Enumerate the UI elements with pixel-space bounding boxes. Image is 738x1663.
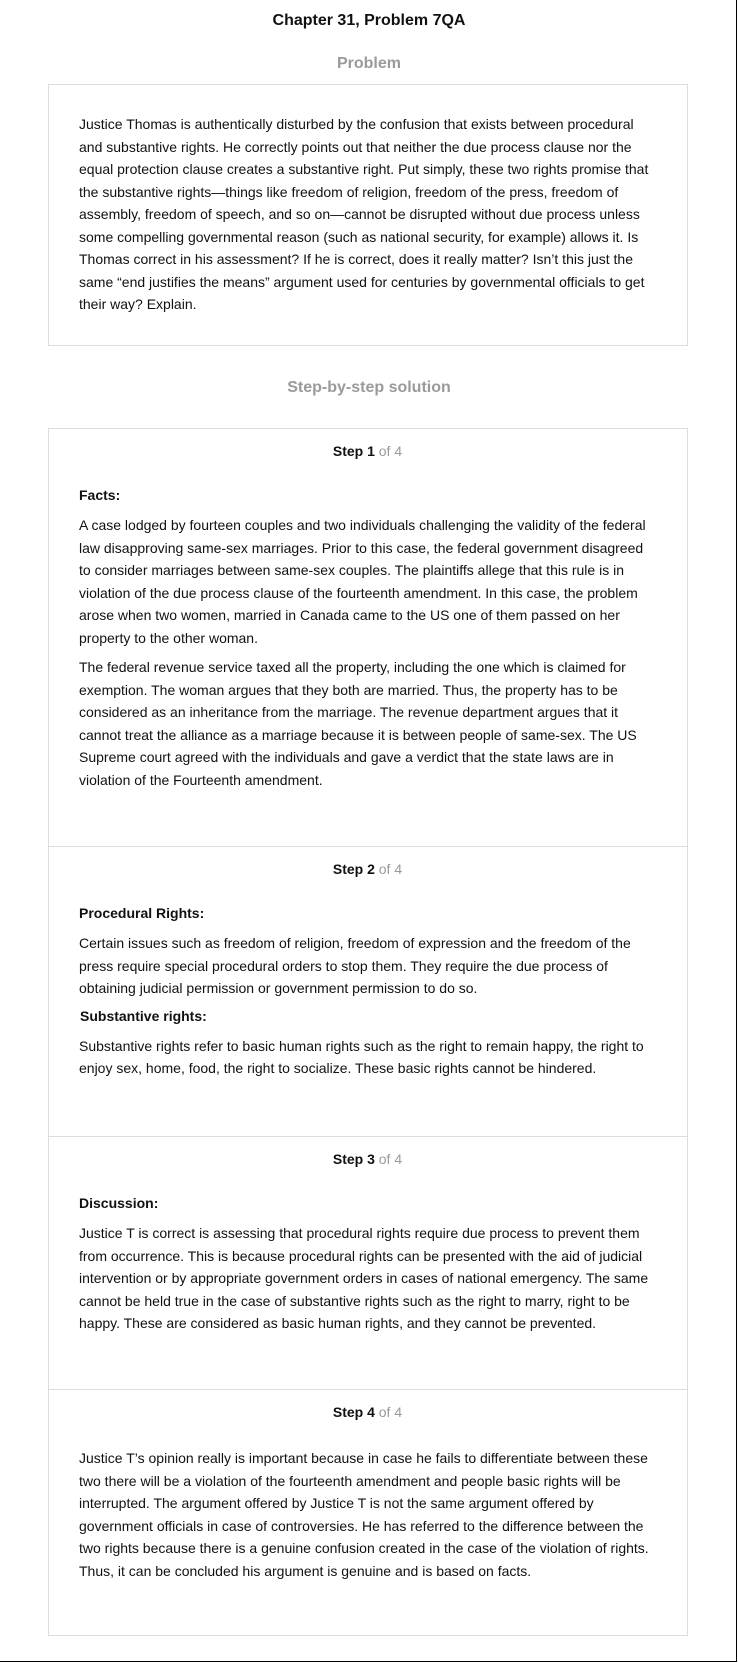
- step-4-header: [79, 1404, 656, 1420]
- steps-box: [48, 428, 688, 1636]
- step-2-of-total: of 4: [378, 861, 403, 877]
- problem-box: [48, 84, 688, 346]
- step-3: [49, 1136, 687, 1389]
- solution-heading: Step-by-step solution: [287, 379, 451, 396]
- step-1-of-total: of 4: [378, 443, 403, 459]
- step-2-label: Step 2: [332, 861, 375, 877]
- step-4-paragraph-1: Justice T’s opinion really is important because in case he fails to differentiate between these two there will be a violation of the fourteenth amendment and people basic rights will be interrupted. The argument offered by Justice T is not the same argument offered by government officials in case of controversies. He has referred to the difference between the two rights because there is a genuine confusion created in the case of the violation of rights. Thus, it can be concluded his argument is genuine and is based on facts.: [79, 1450, 649, 1579]
- step-2-paragraph-2: Substantive rights refer to basic human rights such as the right to remain happy, the right to enjoy sex, home, food, the right to socialize. These basic rights cannot be hindered.: [79, 1037, 644, 1076]
- step-1-header: [79, 443, 656, 459]
- step-3-paragraph-1: Justice T is correct is assessing that procedural rights require due process to prevent them from occurrence. This is because procedural rights can be presented with the aid of judicial intervention or by appropriate government orders in cases of national emergency. The same cannot be held true in the case of substantive rights such as the right to marry, right to be happy. These are considered as basic human rights, and they cannot be prevented.: [79, 1225, 649, 1331]
- problem-text: Justice Thomas is authentically disturbed by the confusion that exists between procedural and substantive rights. He correctly points out that neither the due process clause nor the equal protection clause creates a substantive right. Put simply, these two rights promise that the substantive rights—things like freedom of religion, freedom of the press, freedom of assembly, freedom of speech, and so on—cannot be disrupted without due process unless some compelling governmental reason (such as national security, for example) allows it. Is Thomas correct in his assessment? If he is correct, does it really matter? Isn’t this just the same “end justifies the means” argument used for centuries by governmental officials to get their way? Explain.: [79, 116, 649, 312]
- step-2-subheading: Procedural Rights:: [79, 905, 205, 921]
- step-1-paragraph-2: The federal revenue service taxed all the property, including the one which is claimed for exemption. The woman argues that they both are married. Thus, the property has to be considered as an inheritance from the marriage. The revenue department argues that it cannot treat the alliance as a marriage because it is between people of same-sex. The US Supreme court agreed with the individuals and gave a verdict that the state laws are in violation of the Fourteenth amendment.: [79, 659, 637, 788]
- step-1-paragraph-1: A case lodged by fourteen couples and two individuals challenging the validity of the federal law disapproving same-sex marriages. Prior to this case, the federal government disagreed to consider marriages between same-sex couples. The plaintiffs allege that this rule is in violation of the due process clause of the fourteenth amendment. In this case, the problem arose when two women, married in Canada came to the US one of them passed on her property to the other woman.: [79, 517, 646, 646]
- step-2: [49, 846, 687, 1136]
- step-3-of-total: of 4: [378, 1151, 403, 1167]
- step-2-paragraph-1: Certain issues such as freedom of religion, freedom of expression and the freedom of the press require special procedural orders to stop them. They require the due process of obtaining judicial permission or government permission to do so.: [79, 935, 631, 996]
- problem-heading: Problem: [336, 55, 401, 72]
- step-1-subheading: Facts:: [79, 487, 121, 503]
- page-title: Chapter 31, Problem 7QA: [272, 12, 466, 29]
- step-1-label: Step 1: [332, 443, 375, 459]
- step-4: [49, 1389, 687, 1635]
- step-4-label: Step 4: [332, 1404, 375, 1420]
- step-2-header: [79, 861, 656, 877]
- step-4-of-total: of 4: [378, 1404, 403, 1420]
- step-3-header: [79, 1151, 656, 1167]
- step-2-subheading-2: Substantive rights:: [80, 1007, 207, 1024]
- step-3-label: Step 3: [332, 1151, 375, 1167]
- step-1: [49, 429, 687, 846]
- step-3-subheading: Discussion:: [79, 1195, 159, 1211]
